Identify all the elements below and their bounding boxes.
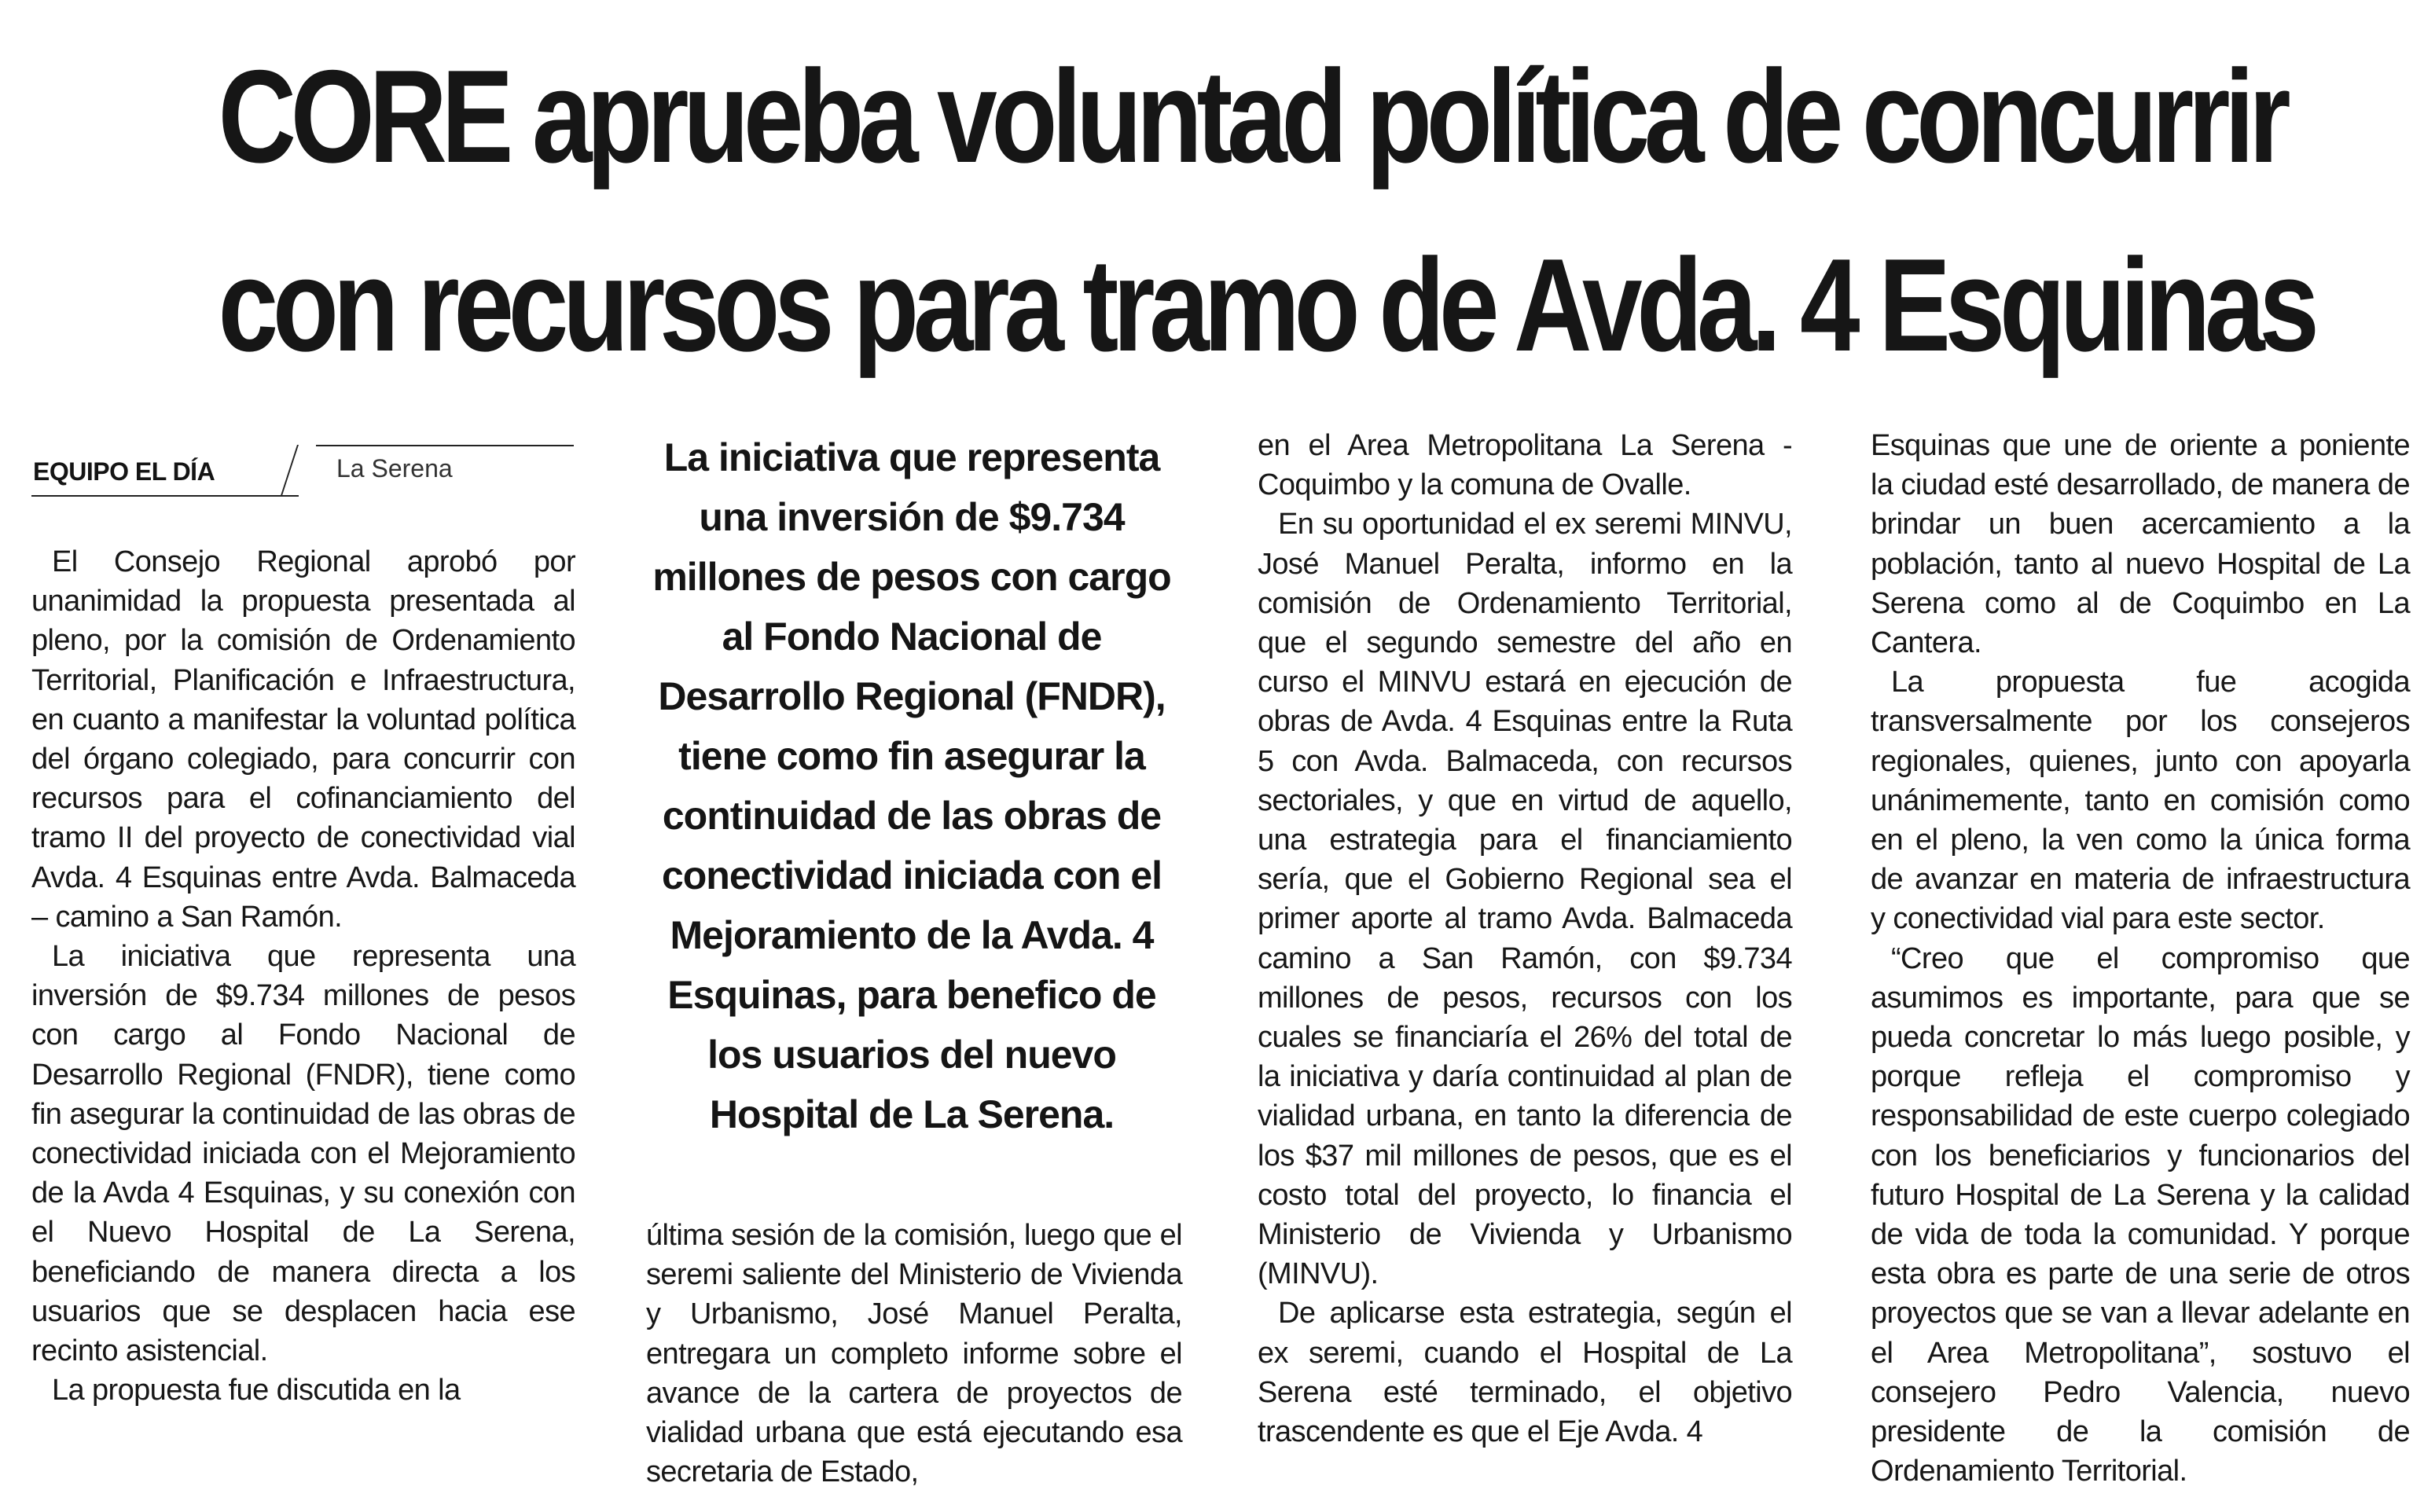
paragraph: La iniciativa que representa una inversión de $9.734 millones de pesos con cargo al Fondo Nacional de Desarrollo Regional (FNDR), tiene como fin asegurar la continuidad de las obras de conectividad iniciada con el Mejoramiento de la Avda 4 Esquinas, y su conexión con el Nuevo Hospital de La Serena, beneficiando de manera directa a los usuarios que se desplacen hacia ese recinto asistencial.	[31, 940, 575, 1368]
article-column-2	[646, 1216, 1182, 1503]
paragraph: en el Area Metropolitana La Serena -Coquimbo y la comuna de Ovalle.	[1258, 429, 1792, 502]
byline	[31, 440, 574, 498]
paragraph: De aplicarse esta estrategia, según el ex seremi, cuando el Hospital de La Serena esté terminado, el objetivo trascendente es que el Eje Avda. 4	[1258, 1297, 1792, 1449]
paragraph: “Creo que el compromiso que asumimos es importante, para que se pueda concretar lo más luego posible, y porque refleja el compromiso y responsabilidad de este cuerpo colegiado con los beneficiarios y funcionarios del futuro Hospital de La Serena y la calidad de vida de toda la comunidad. Y porque esta obra es parte de una serie de otros proyectos que se van a llevar adelante en el Area Metropolitana”, sostuvo el consejero Pedro Valencia, nuevo presidente de la comisión de Ordenamiento Territorial.	[1871, 941, 2410, 1488]
byline-rule-top	[316, 445, 574, 446]
byline-rule-bottom	[31, 495, 299, 497]
byline-author: EQUIPO EL DÍA	[33, 457, 215, 486]
article-column-3	[1258, 426, 1792, 1503]
paragraph: El Consejo Regional aprobó por unanimidad la propuesta presentada al pleno, por la comisión de Ordenamiento Territorial, Planificación e Infraestructura, en cuanto a manifestar la voluntad política del órgano colegiado, para concurrir con recursos para el cofinanciamiento del tramo II del proyecto de conectividad vial Avda. 4 Esquinas entre Avda. Balmaceda – camino a San Ramón.	[31, 545, 575, 934]
paragraph: En su oportunidad el ex seremi MINVU, José Manuel Peralta, informo en la comisión de Ordenamiento Territorial, que el segundo semestre del año en curso el MINVU estará en ejecución de obras de Avda. 4 Esquinas entre la Ruta 5 con Avda. Balmaceda, con recursos sectoriales, y que en virtud de aquello, una estrategia para el financiamiento sería, que el Gobierno Regional sea el primer aporte al tramo Avda. Balmaceda camino a San Ramón, con $9.734 millones de pesos, recursos con los cuales se financiaría el 26% del total de la iniciativa y daría continuidad al plan de vialidad urbana, en tanto la diferencia de los $37 mil millones de pesos, que es el costo total del proyecto, lo financia el Ministerio de Vivienda y Urbanismo (MINVU).	[1258, 508, 1792, 1291]
headline-line-1: CORE aprueba voluntad política de concurrir	[218, 42, 2286, 190]
paragraph: La propuesta fue acogida transversalmente por los consejeros regionales, quienes, junto con apoyarla unánimemente, tanto en comisión como en el pleno, la ven como la única forma de avanzar en materia de infraestructura y conectividad vial para este sector.	[1871, 666, 2410, 936]
headline	[218, 22, 2314, 399]
pull-quote: La iniciativa que representa una inversión de $9.734 millones de pesos con cargo al Fondo Nacional de Desarrollo Regional (FNDR), tiene como fin asegurar la continuidad de las obras de conectividad iniciada con el Mejoramiento de la Avda. 4 Esquinas, para benefico de los usuarios del nuevo Hospital de La Serena.	[652, 435, 1171, 1136]
headline-line-2: con recursos para tramo de Avda. 4 Esquinas	[218, 231, 2314, 379]
paragraph: Esquinas que une de oriente a poniente la ciudad esté desarrollado, de manera de brindar un buen acercamiento a la población, tanto al nuevo Hospital de La Serena como al de Coquimbo en La Cantera.	[1871, 429, 2410, 660]
paragraph: última sesión de la comisión, luego que el seremi saliente del Ministerio de Vivienda y Urbanismo, José Manuel Peralta, entregara un completo informe sobre el avance de la cartera de proyectos de vialidad urbana que está ejecutando esa secretaria de Estado,	[646, 1219, 1182, 1489]
byline-location: La Serena	[336, 454, 453, 483]
byline-rule-slash	[281, 445, 299, 497]
paragraph: La propuesta fue discutida en la	[52, 1374, 461, 1407]
article-column-4	[1871, 426, 2410, 1503]
article-column-1	[31, 542, 575, 1501]
